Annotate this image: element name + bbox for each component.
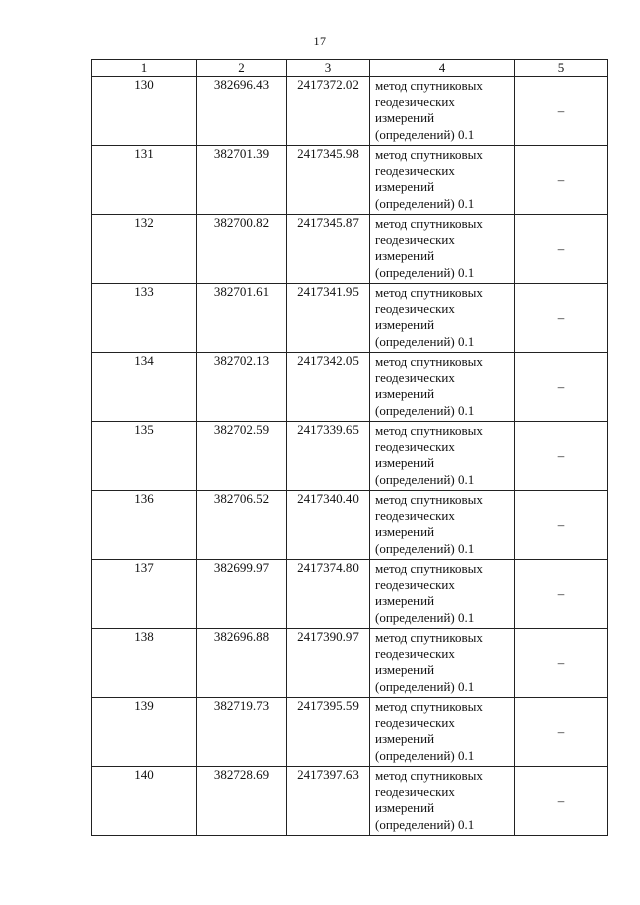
note-cell: – <box>515 353 608 422</box>
method-line: (определений) 0.1 <box>375 264 475 280</box>
method-line: геодезических <box>375 715 455 731</box>
x-coordinate-cell: 382701.61 <box>197 284 287 353</box>
note-cell: – <box>515 146 608 215</box>
header-col-4: 4 <box>370 60 515 77</box>
table-body <box>92 77 608 836</box>
y-coordinate-cell: 2417340.40 <box>287 491 370 560</box>
y-coordinate-cell: 2417342.05 <box>287 353 370 422</box>
method-cell <box>370 422 515 491</box>
method-line: метод спутниковых <box>375 78 483 93</box>
method-cell <box>370 77 515 146</box>
method-line: (определений) 0.1 <box>375 540 475 556</box>
y-coordinate-cell: 2417341.95 <box>287 284 370 353</box>
x-coordinate-cell: 382696.43 <box>197 77 287 146</box>
table-row <box>92 284 608 353</box>
method-line: метод спутниковых <box>375 768 483 783</box>
table-row <box>92 491 608 560</box>
method-cell <box>370 215 515 284</box>
y-coordinate-cell: 2417390.97 <box>287 629 370 698</box>
method-line: измерений <box>375 248 435 264</box>
note-cell: – <box>515 284 608 353</box>
header-col-5: 5 <box>515 60 608 77</box>
point-number-cell: 130 <box>92 77 197 146</box>
point-number-cell: 134 <box>92 353 197 422</box>
method-line: геодезических <box>375 163 455 179</box>
coordinates-table <box>91 59 608 836</box>
method-line: измерений <box>375 179 435 195</box>
method-line: метод спутниковых <box>375 216 483 231</box>
table-row <box>92 629 608 698</box>
table-row <box>92 146 608 215</box>
method-cell <box>370 146 515 215</box>
x-coordinate-cell: 382702.59 <box>197 422 287 491</box>
method-line: измерений <box>375 317 435 333</box>
method-cell <box>370 491 515 560</box>
method-line: измерений <box>375 593 435 609</box>
x-coordinate-cell: 382696.88 <box>197 629 287 698</box>
x-coordinate-cell: 382702.13 <box>197 353 287 422</box>
y-coordinate-cell: 2417395.59 <box>287 698 370 767</box>
method-line: геодезических <box>375 232 455 248</box>
method-line: измерений <box>375 386 435 402</box>
method-line: измерений <box>375 800 435 816</box>
note-cell: – <box>515 629 608 698</box>
method-line: метод спутниковых <box>375 354 483 369</box>
point-number-cell: 131 <box>92 146 197 215</box>
method-line: (определений) 0.1 <box>375 747 475 763</box>
y-coordinate-cell: 2417339.65 <box>287 422 370 491</box>
note-cell: – <box>515 767 608 836</box>
note-cell: – <box>515 560 608 629</box>
table-row <box>92 77 608 146</box>
method-line: геодезических <box>375 94 455 110</box>
point-number-cell: 133 <box>92 284 197 353</box>
note-cell: – <box>515 422 608 491</box>
method-line: метод спутниковых <box>375 285 483 300</box>
table-row <box>92 215 608 284</box>
method-line: геодезических <box>375 577 455 593</box>
table-row <box>92 698 608 767</box>
header-col-2: 2 <box>197 60 287 77</box>
x-coordinate-cell: 382701.39 <box>197 146 287 215</box>
method-line: (определений) 0.1 <box>375 678 475 694</box>
method-cell <box>370 629 515 698</box>
point-number-cell: 132 <box>92 215 197 284</box>
y-coordinate-cell: 2417397.63 <box>287 767 370 836</box>
point-number-cell: 135 <box>92 422 197 491</box>
x-coordinate-cell: 382706.52 <box>197 491 287 560</box>
header-row <box>92 60 608 77</box>
table-row <box>92 560 608 629</box>
method-line: геодезических <box>375 784 455 800</box>
method-line: геодезических <box>375 301 455 317</box>
method-cell <box>370 560 515 629</box>
method-line: метод спутниковых <box>375 561 483 576</box>
method-line: метод спутниковых <box>375 423 483 438</box>
method-line: (определений) 0.1 <box>375 333 475 349</box>
method-cell <box>370 284 515 353</box>
method-line: метод спутниковых <box>375 699 483 714</box>
note-cell: – <box>515 215 608 284</box>
method-cell <box>370 767 515 836</box>
method-line: измерений <box>375 110 435 126</box>
x-coordinate-cell: 382700.82 <box>197 215 287 284</box>
point-number-cell: 137 <box>92 560 197 629</box>
method-cell <box>370 353 515 422</box>
table-row <box>92 422 608 491</box>
method-cell <box>370 698 515 767</box>
table-row <box>92 353 608 422</box>
method-line: измерений <box>375 662 435 678</box>
method-line: (определений) 0.1 <box>375 126 475 142</box>
note-cell: – <box>515 77 608 146</box>
table-row <box>92 767 608 836</box>
method-line: (определений) 0.1 <box>375 816 475 832</box>
x-coordinate-cell: 382699.97 <box>197 560 287 629</box>
point-number-cell: 140 <box>92 767 197 836</box>
point-number-cell: 136 <box>92 491 197 560</box>
method-line: измерений <box>375 524 435 540</box>
method-line: геодезических <box>375 646 455 662</box>
method-line: геодезических <box>375 508 455 524</box>
header-col-1: 1 <box>92 60 197 77</box>
header-col-3: 3 <box>287 60 370 77</box>
method-line: геодезических <box>375 439 455 455</box>
method-line: (определений) 0.1 <box>375 471 475 487</box>
method-line: (определений) 0.1 <box>375 402 475 418</box>
point-number-cell: 138 <box>92 629 197 698</box>
method-line: геодезических <box>375 370 455 386</box>
y-coordinate-cell: 2417372.02 <box>287 77 370 146</box>
table-header <box>92 60 608 77</box>
x-coordinate-cell: 382719.73 <box>197 698 287 767</box>
method-line: измерений <box>375 731 435 747</box>
page-number: 17 <box>313 34 327 48</box>
method-line: (определений) 0.1 <box>375 195 475 211</box>
note-cell: – <box>515 491 608 560</box>
method-line: (определений) 0.1 <box>375 609 475 625</box>
method-line: метод спутниковых <box>375 630 483 645</box>
method-line: метод спутниковых <box>375 492 483 507</box>
x-coordinate-cell: 382728.69 <box>197 767 287 836</box>
method-line: метод спутниковых <box>375 147 483 162</box>
note-cell: – <box>515 698 608 767</box>
y-coordinate-cell: 2417374.80 <box>287 560 370 629</box>
y-coordinate-cell: 2417345.87 <box>287 215 370 284</box>
method-line: измерений <box>375 455 435 471</box>
point-number-cell: 139 <box>92 698 197 767</box>
y-coordinate-cell: 2417345.98 <box>287 146 370 215</box>
